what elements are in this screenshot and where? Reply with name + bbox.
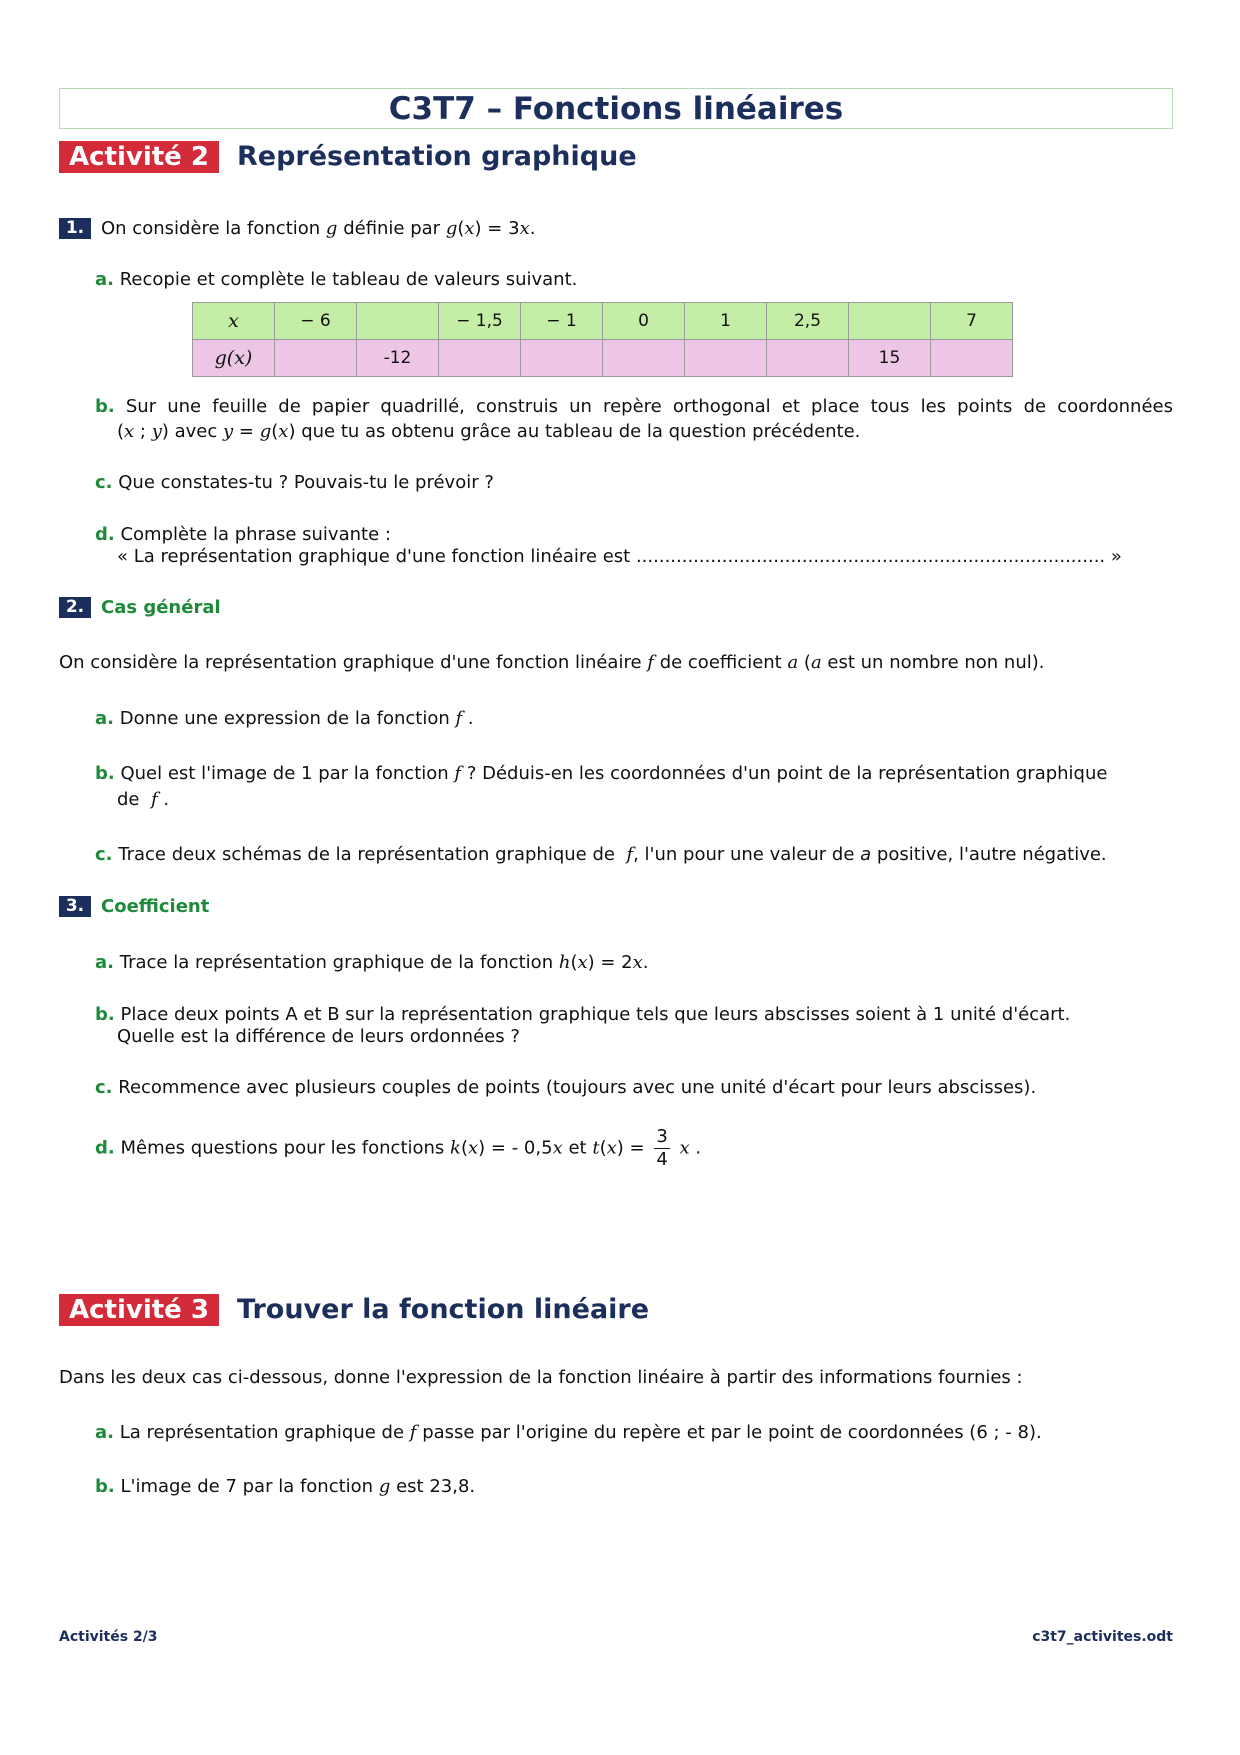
a3b-label: b. <box>95 1476 115 1497</box>
activity-3-intro: Dans les deux cas ci-dessous, donne l'expression de la fonction linéaire à partir des informations fournies : <box>59 1367 1023 1388</box>
a3b-text-1: L'image de 7 par la fonction <box>120 1476 374 1497</box>
q1a-label: a. <box>95 269 114 290</box>
g-row <box>193 340 1013 377</box>
fraction-denominator: 4 <box>656 1149 668 1170</box>
q3a-item: a. Trace la représentation graphique de la fonction h(x) = 2x. <box>95 952 649 973</box>
fraction-numerator: 3 <box>656 1126 668 1147</box>
x-cell: − 6 <box>275 303 357 340</box>
q3b-text-1: Place deux points A et B sur la représentation graphique tels que leurs abscisses soient à 1 unité d'écart. <box>120 1004 1071 1025</box>
q1a-text: Recopie et complète le tableau de valeurs suivant. <box>119 269 578 290</box>
q2c-text-3: positive, l'autre négative. <box>876 844 1107 865</box>
activity-2-badge: Activité 2 <box>59 141 219 173</box>
g-cell <box>603 340 685 377</box>
g-cell <box>685 340 767 377</box>
question-2-number: 2. <box>59 597 91 618</box>
q2b-text-2: ? Déduis-en les coordonnées d'un point de la représentation graphique <box>466 763 1108 784</box>
q2b-item: b. Quel est l'image de 1 par la fonction f ? Déduis-en les coordonnées d'un point de la représentation graphique <box>95 763 1108 784</box>
q3a-text-1: Trace la représentation graphique de la fonction <box>119 952 554 973</box>
g-cell: 15 <box>849 340 931 377</box>
fraction <box>654 1126 669 1171</box>
q3d-label: d. <box>95 1137 115 1159</box>
q2b-line2: de f . <box>117 789 170 810</box>
x-header-cell: x <box>193 303 275 340</box>
x-row <box>193 303 1013 340</box>
q3b-label: b. <box>95 1004 115 1025</box>
a3a-item: a. La représentation graphique de f passe par l'origine du repère et par le point de coordonnées (6 ; - 8). <box>95 1422 1042 1443</box>
q1b-item-line1 <box>95 395 1173 419</box>
a3a-text-2: passe par l'origine du repère et par le point de coordonnées (6 ; - 8). <box>422 1422 1042 1443</box>
x-cell: − 1 <box>521 303 603 340</box>
a3a-text-1: La représentation graphique de <box>119 1422 405 1443</box>
q2-intro-text-1: On considère la représentation graphique d'une fonction linéaire <box>59 652 642 673</box>
q3b-item <box>95 1003 1070 1027</box>
q3c-text: Recommence avec plusieurs couples de points (toujours avec une unité d'écart pour leurs abscisses). <box>118 1077 1037 1098</box>
q2a-text: Donne une expression de la fonction <box>119 708 450 729</box>
q2-intro-text-3: est un nombre non nul). <box>827 652 1045 673</box>
q3d-text-1: Mêmes questions pour les fonctions <box>120 1137 445 1159</box>
question-2-title: Cas général <box>101 597 221 618</box>
g-cell <box>521 340 603 377</box>
a3b-text-2: est 23,8. <box>396 1476 476 1497</box>
a3a-label: a. <box>95 1422 114 1443</box>
q2c-text-2: , l'un pour une valeur de <box>633 844 855 865</box>
footer-page-label: Activités 2/3 <box>59 1629 158 1645</box>
q2c-item: c. Trace deux schémas de la représentation graphique de f, l'un pour une valeur de a positive, l'autre négative. <box>95 844 1107 865</box>
q1b-text-1: Sur une feuille de papier quadrillé, construis un repère orthogonal et place tous les points de coordonnées <box>125 396 1173 417</box>
q1-intro-text: On considère la fonction <box>101 218 321 239</box>
q3a-text-2: = 2 <box>600 952 633 973</box>
q1-intro-text-3: = 3 <box>487 218 520 239</box>
q2a-label: a. <box>95 708 114 729</box>
q2c-text-1: Trace deux schémas de la représentation graphique de <box>118 844 615 865</box>
question-3-number: 3. <box>59 896 91 917</box>
q1d-text-1: Complète la phrase suivante : <box>120 524 391 545</box>
document-title: C3T7 – Fonctions linéaires <box>59 88 1173 129</box>
a3b-item: b. L'image de 7 par la fonction g est 23,8. <box>95 1476 476 1497</box>
q1b-item-line2: (x ; y) avec y = g(x) que tu as obtenu grâce au tableau de la question précédente. <box>117 421 861 442</box>
activity-3-badge: Activité 3 <box>59 1294 219 1326</box>
x-cell: − 1,5 <box>439 303 521 340</box>
q1c-label: c. <box>95 472 113 493</box>
q1b-text-3: que tu as obtenu grâce au tableau de la question précédente. <box>301 421 861 442</box>
q3d-text-2: = - 0,5 <box>490 1137 553 1159</box>
q1b-text-2: avec <box>174 421 218 442</box>
footer-filename: c3t7_activites.odt <box>1032 1629 1173 1645</box>
q3d-item: d. Mêmes questions pour les fonctions k(x) = - 0,5x et t(x) = $\frac{3}{4}$ x . <box>95 1126 702 1170</box>
question-1-number: 1. <box>59 218 91 239</box>
q1d-sentence: « La représentation graphique d'une fonction linéaire est .................................................................................. » <box>117 546 1122 567</box>
question-1-intro: On considère la fonction g définie par g(x) = 3x. <box>101 218 536 239</box>
x-cell <box>357 303 439 340</box>
q2a-item: a. Donne une expression de la fonction f . <box>95 708 474 729</box>
g-cell <box>931 340 1013 377</box>
g-cell <box>439 340 521 377</box>
q3c-item <box>95 1076 1036 1100</box>
g-header-cell: g(x) <box>193 340 275 377</box>
g-cell <box>275 340 357 377</box>
q2c-label: c. <box>95 844 113 865</box>
activity-3-title: Trouver la fonction linéaire <box>237 1294 650 1325</box>
q1b-label: b. <box>95 396 115 417</box>
q2-intro-text-2: de coefficient <box>659 652 782 673</box>
values-table <box>192 302 1013 377</box>
q3a-label: a. <box>95 952 114 973</box>
x-cell: 1 <box>685 303 767 340</box>
q2b-text-3: de <box>117 789 140 810</box>
q2-intro: On considère la représentation graphique d'une fonction linéaire f de coefficient a (a est un nombre non nul). <box>59 652 1045 673</box>
x-cell: 0 <box>603 303 685 340</box>
x-cell <box>849 303 931 340</box>
activity-2-title: Représentation graphique <box>237 141 637 172</box>
q1d-item <box>95 523 391 547</box>
q3b-line2: Quelle est la différence de leurs ordonnées ? <box>117 1026 520 1047</box>
x-cell: 7 <box>931 303 1013 340</box>
q1c-text: Que constates-tu ? Pouvais-tu le prévoir ? <box>118 472 494 493</box>
g-cell: -12 <box>357 340 439 377</box>
q1-intro-text-2: définie par <box>343 218 441 239</box>
q1c-item <box>95 471 494 495</box>
question-3-title: Coefficient <box>101 896 210 917</box>
x-cell: 2,5 <box>767 303 849 340</box>
g-cell <box>767 340 849 377</box>
q3c-label: c. <box>95 1077 113 1098</box>
q1a-item <box>95 268 577 292</box>
q2b-label: b. <box>95 763 115 784</box>
q2b-text-1: Quel est l'image de 1 par la fonction <box>120 763 449 784</box>
q3d-text-3: et <box>568 1137 587 1159</box>
q1d-label: d. <box>95 524 115 545</box>
